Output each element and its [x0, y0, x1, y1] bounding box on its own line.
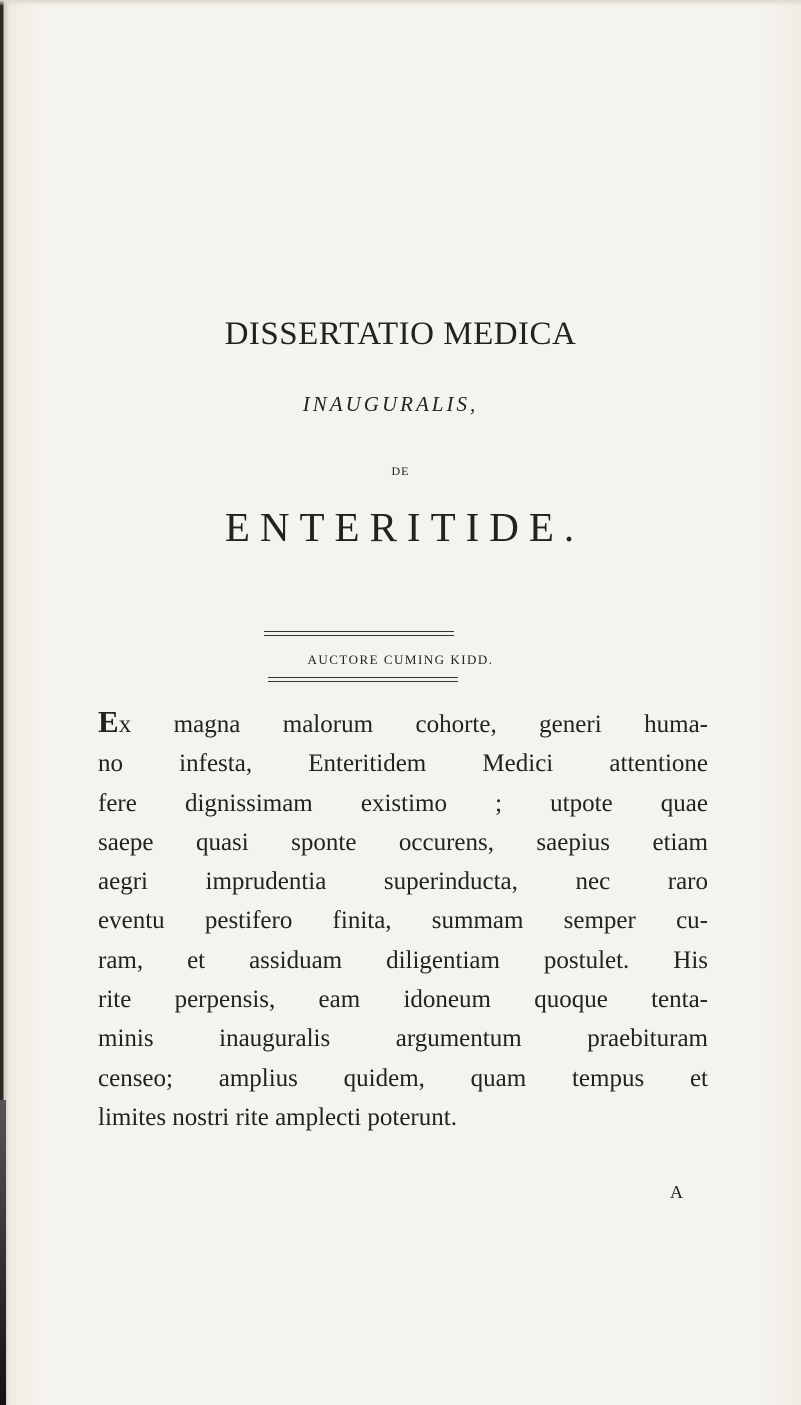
rule-bottom-thin [268, 677, 458, 678]
subject-heading: ENTERITIDE. [224, 504, 585, 550]
text-line: censeo; amplius quidem, quam tempus et [98, 1064, 708, 1092]
page-title: DISSERTATIO MEDICA [224, 316, 577, 352]
drop-cap: E [98, 704, 119, 739]
binding-edge [0, 1100, 6, 1405]
text-line: no infesta, Enteritidem Medici attentione [98, 750, 708, 778]
text-line: rite perpensis, eam idoneum quoque tenta- [98, 986, 708, 1014]
author-line: AUCTORE CUMING KIDD. [307, 652, 494, 667]
text-line: eventu pestifero finita, summam semper cu- [98, 907, 708, 935]
text-line: aegri imprudentia superinducta, nec raro [98, 868, 708, 896]
text-line: saepe quasi sponte occurens, saepius etiam [98, 828, 708, 856]
text-line: ram, et assiduam diligentiam postulet. His [98, 946, 708, 974]
page-subtitle: INAUGURALIS, [302, 392, 479, 416]
scan-edge [0, 0, 801, 6]
rule-top [264, 631, 454, 632]
rule-bottom [268, 681, 458, 682]
text-line: minis inauguralis argumentum praebituram [98, 1025, 708, 1053]
text-line: fere dignissimam existimo ; utpote quae [98, 789, 708, 817]
rule-top-thin [264, 635, 454, 636]
preposition-de: DE [391, 464, 410, 478]
body-paragraph [98, 702, 708, 1137]
text-line: limites nostri rite amplecti poterunt. [98, 1103, 457, 1131]
text-line: Ex magna malorum cohorte, generi huma- [98, 704, 708, 739]
catchword: A [670, 1182, 683, 1202]
